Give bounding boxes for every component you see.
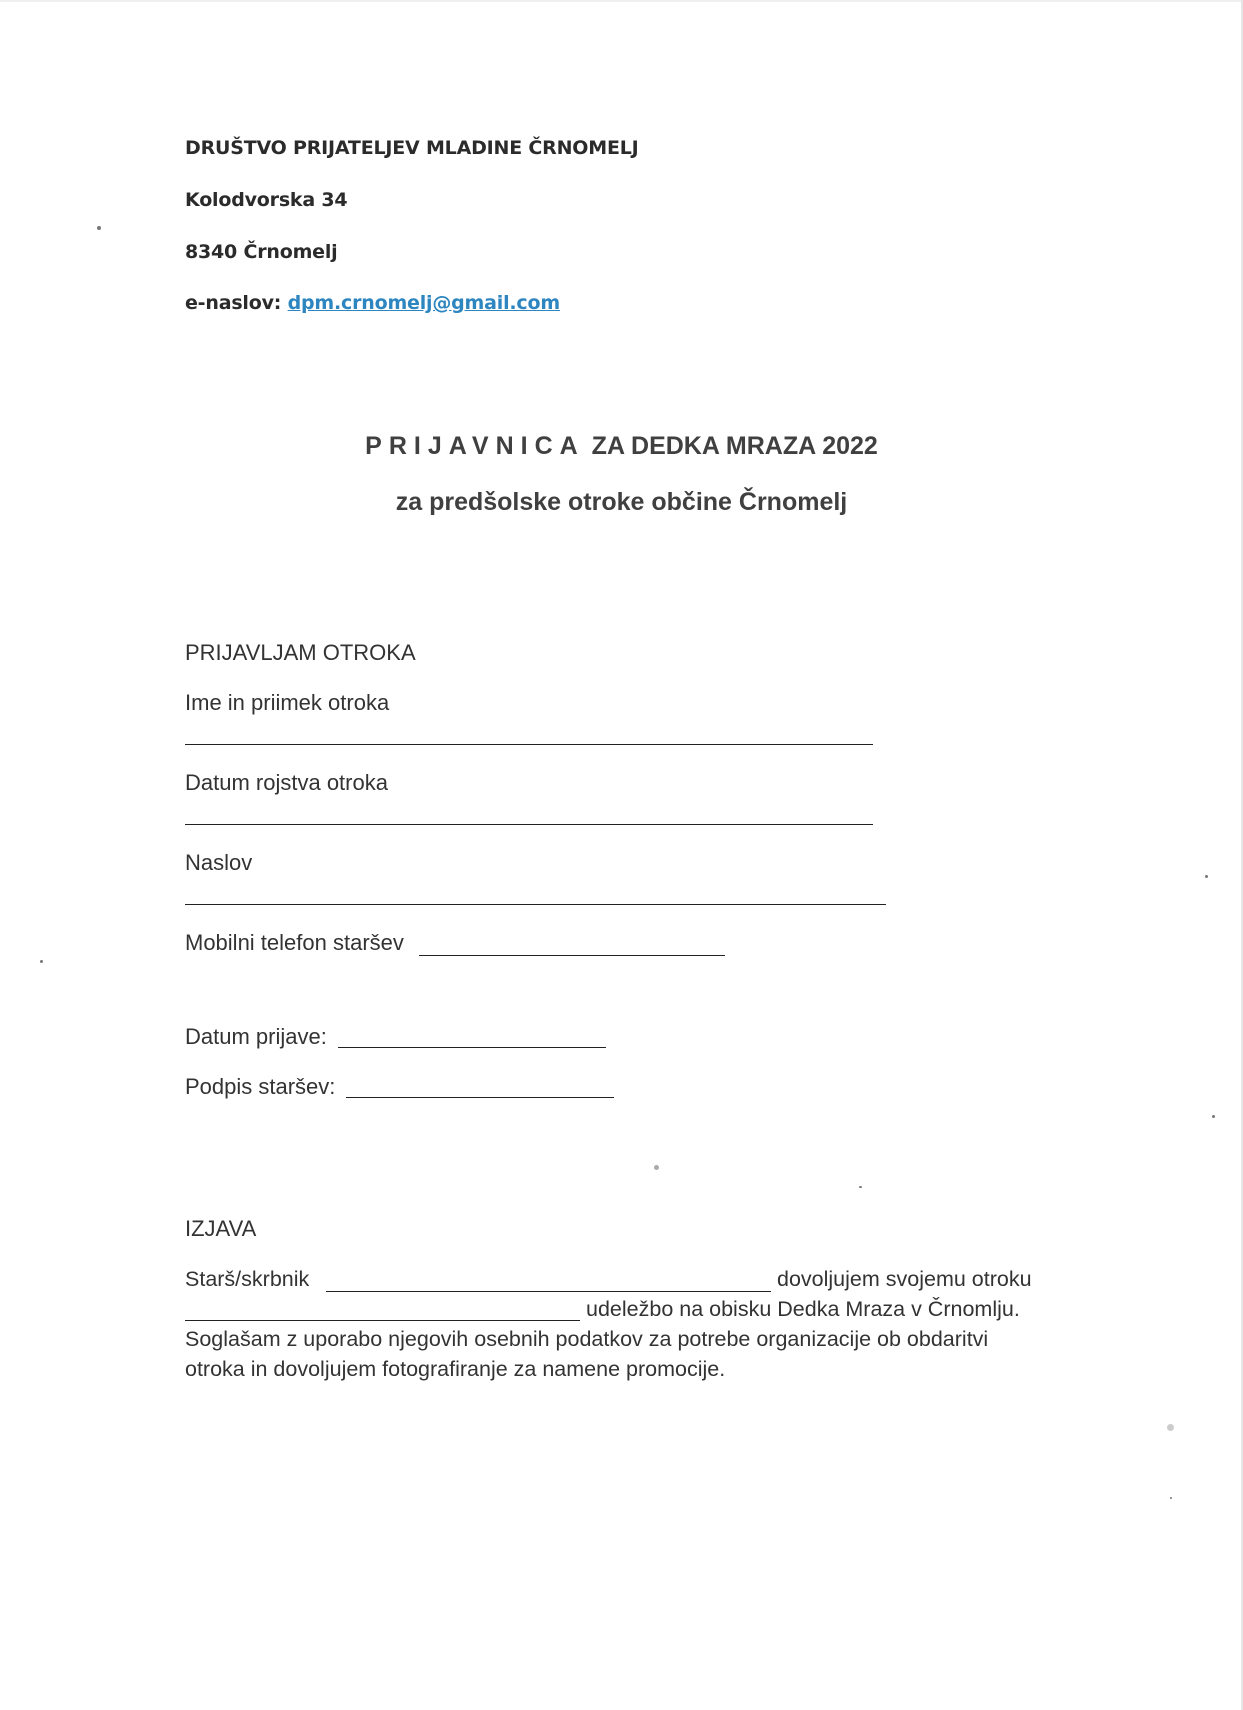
scan-speck (1170, 1497, 1172, 1499)
city-address: 8340 Črnomelj (185, 241, 338, 263)
parent-signature-line[interactable] (346, 1097, 614, 1098)
scan-edge-top (0, 0, 1243, 2)
parent-phone-label: Mobilni telefon staršev (185, 930, 404, 955)
email-link[interactable]: dpm.crnomelj@gmail.com (287, 292, 560, 314)
form-subtitle: za predšolske otroke občine Črnomelj (395, 488, 848, 516)
birth-date-line[interactable] (185, 824, 873, 825)
statement-line-2-suffix: udeležbo na obisku Dedka Mraza v Črnomlju. (586, 1297, 1020, 1321)
child-name-line[interactable] (185, 744, 873, 745)
scan-speck (859, 1186, 862, 1188)
birth-date-label: Datum rojstva otroka (185, 770, 388, 795)
street-address: Kolodvorska 34 (185, 189, 348, 211)
email-row (185, 292, 560, 314)
scan-speck (97, 226, 101, 230)
address-line[interactable] (185, 904, 886, 905)
scan-speck (1212, 1115, 1215, 1118)
statement-line-3: Soglašam z uporabo njegovih osebnih podatkov za potrebe organizacije ob obdaritvi (185, 1327, 989, 1351)
email-label: e-naslov: (185, 292, 282, 314)
form-title-rest: ZA DEDKA MRAZA 2022 (591, 432, 878, 460)
form-title-spaced: PRIJAVNICA (365, 432, 585, 460)
section-heading-child: PRIJAVLJAM OTROKA (185, 640, 416, 665)
scan-speck (40, 960, 43, 963)
application-date-label: Datum prijave: (185, 1024, 327, 1049)
scan-speck (654, 1165, 659, 1170)
parent-phone-line[interactable] (419, 955, 725, 956)
statement-guardian-label: Starš/skrbnik (185, 1267, 310, 1291)
statement-line-4: otroka in dovoljujem fotografiranje za namene promocije. (185, 1357, 726, 1381)
organization-name: DRUŠTVO PRIJATELJEV MLADINE ČRNOMELJ (185, 137, 639, 159)
child-name-label: Ime in priimek otroka (185, 690, 390, 715)
scan-speck (1167, 1424, 1174, 1431)
scan-speck (1205, 875, 1208, 878)
address-label: Naslov (185, 850, 253, 875)
guardian-name-line[interactable] (326, 1291, 771, 1292)
parent-signature-label: Podpis staršev: (185, 1074, 336, 1099)
statement-line-1-suffix: dovoljujem svojemu otroku (777, 1267, 1032, 1291)
child-name-statement-line[interactable] (185, 1320, 580, 1321)
application-date-line[interactable] (338, 1047, 606, 1048)
statement-heading: IZJAVA (185, 1216, 257, 1241)
form-title (0, 432, 1243, 461)
